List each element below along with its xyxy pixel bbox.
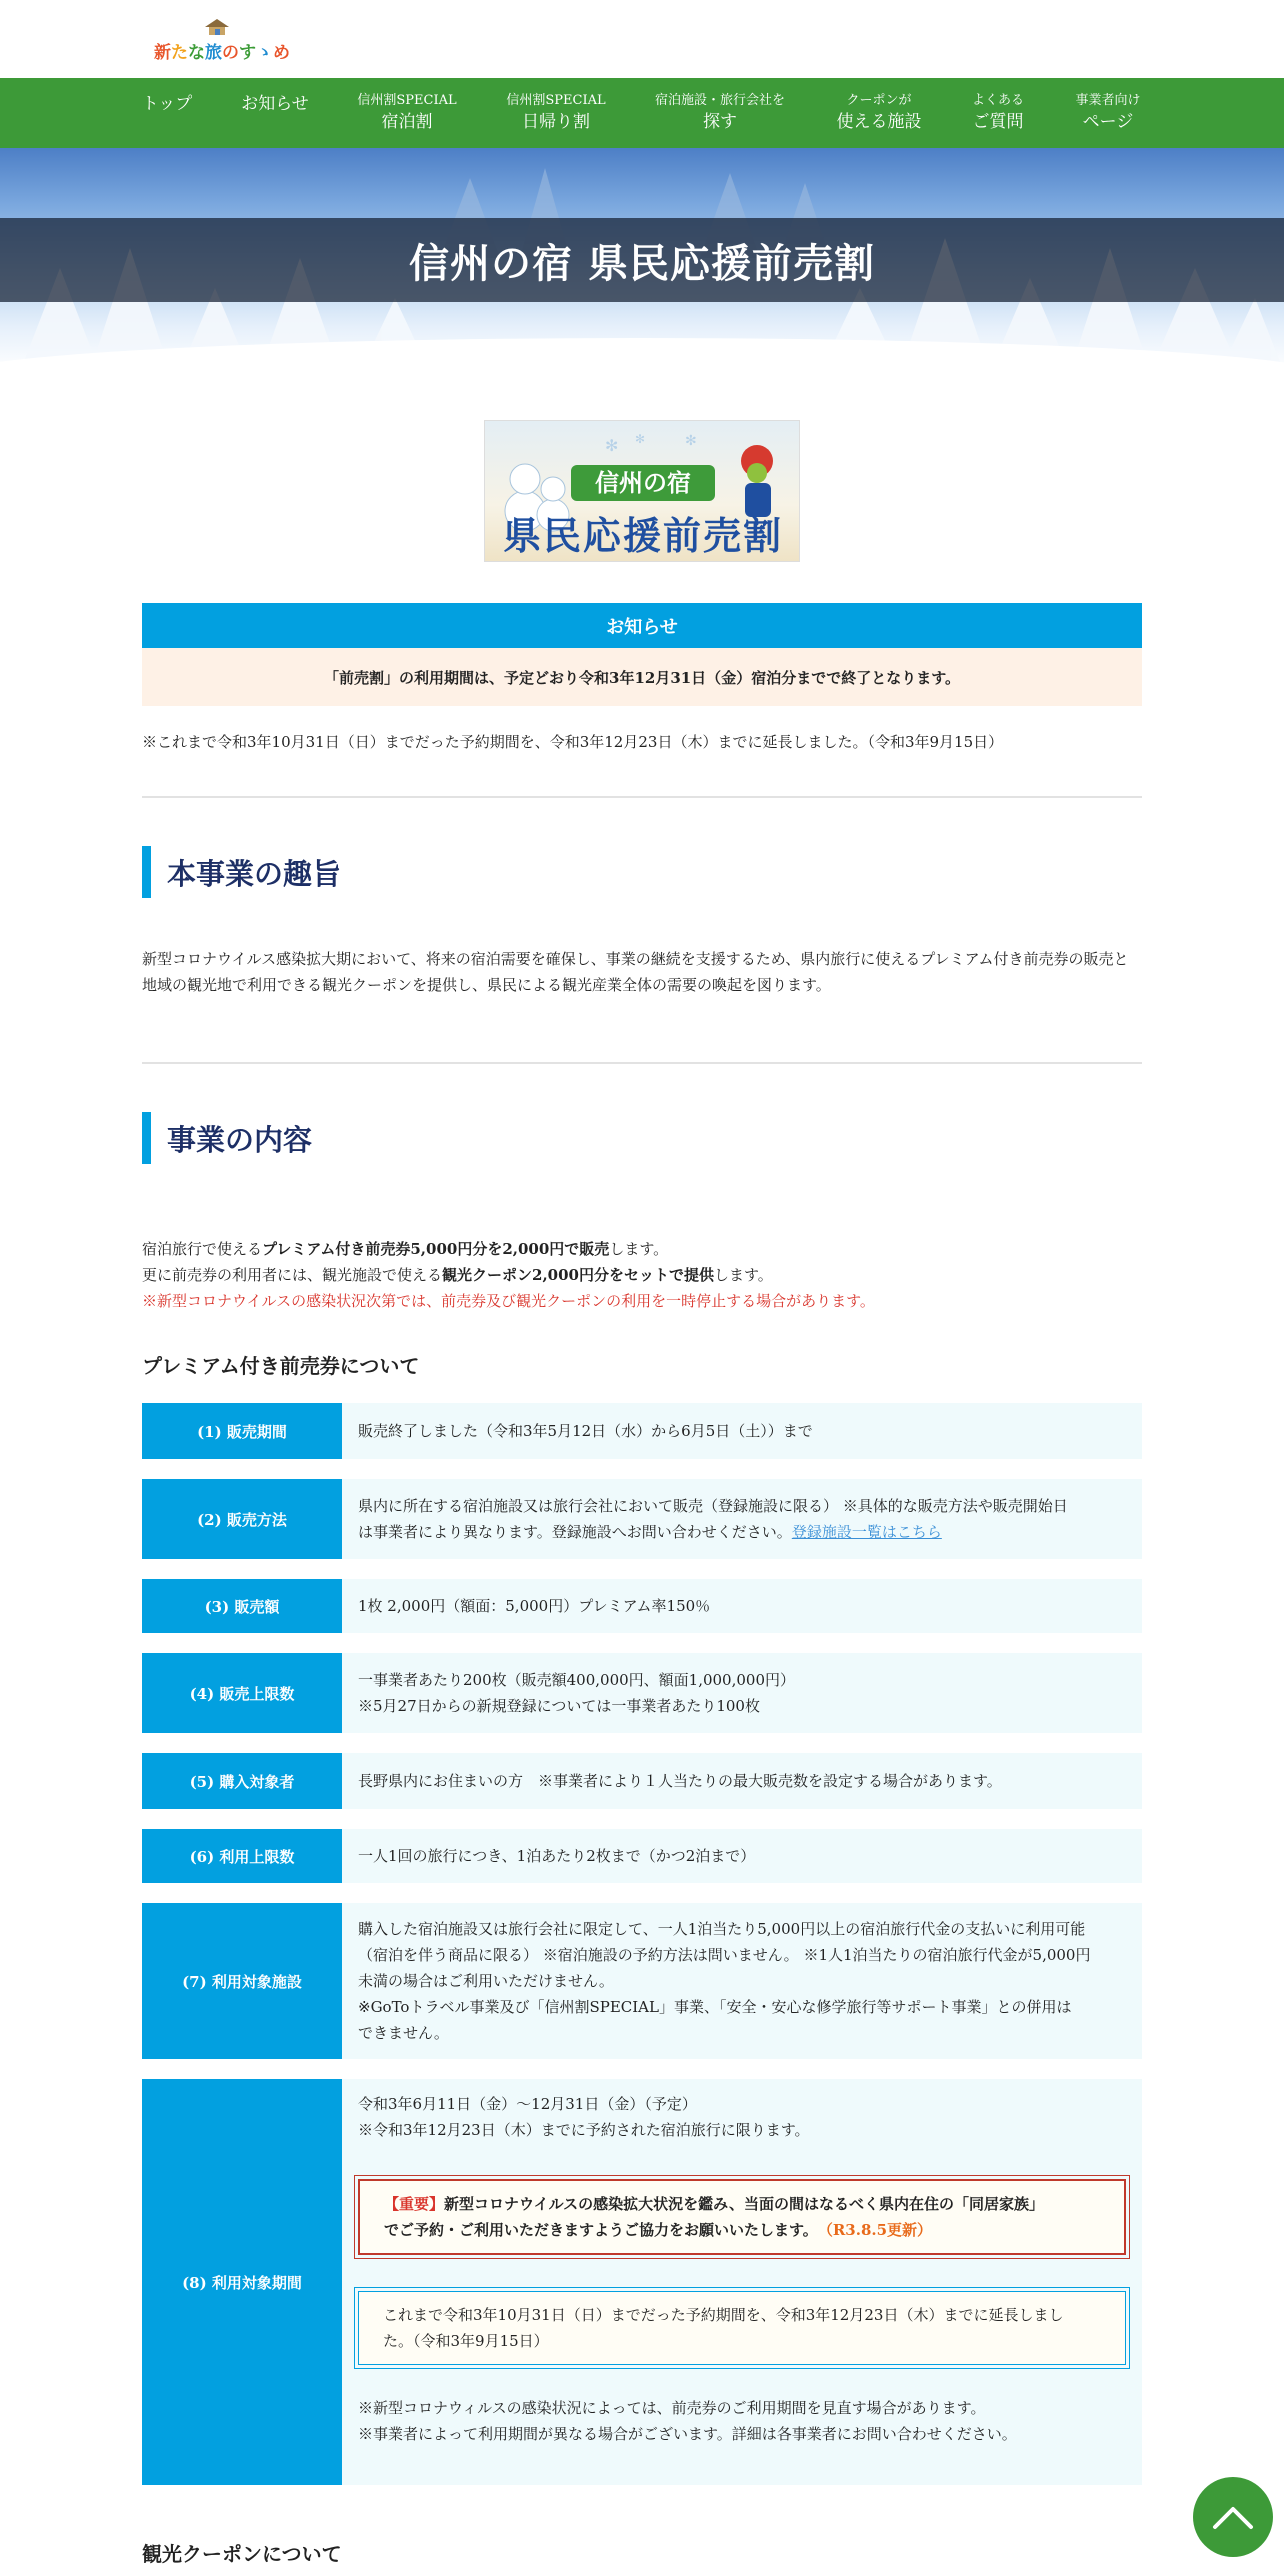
nav-item-daytrip-discount[interactable] bbox=[500, 78, 612, 148]
nav-item-coupon-facilities[interactable] bbox=[826, 78, 932, 148]
hero-title-band bbox=[0, 218, 1284, 302]
row-value: 令和3年6月11日（金）～12月31日（金）（予定） ※令和3年12月23日（木）までに予約された宿泊旅行に限ります。 【重要】新型コロナウイルスの感染拡大状況を鑑み、当面の間はなるべく県内在住の「同居家族」 でご予約・ご利用いただきますようご協力をお願いいたします。 （R3.8.5更新） これまで令和3年10月31日（日）までだった予約期間を、令和3年12月23日（木）までに延長しまし た。（令和3年9月15日） ※新型コロナウィルスの感染状況によっては、前売券のご利用期間を見直す場合があります。 ※事業者によって利用期間が異なる場合がございます。詳細は各事業者にお問い合わせください。 bbox=[342, 2079, 1142, 2485]
intro-line-1: 宿泊旅行で使えるプレミアム付き前売券5,000円分を2,000円で販売します。 bbox=[142, 1240, 669, 1258]
svg-text:✻: ✻ bbox=[635, 432, 646, 446]
nav-sublabel: 信州割SPECIAL bbox=[506, 93, 606, 108]
table-row bbox=[142, 1579, 1142, 1633]
divider bbox=[142, 796, 1142, 798]
purpose-text: 新型コロナウイルス感染拡大期において、将来の宿泊需要を確保し、事業の継続を支援するため、県内旅行に使えるプレミアム付き前売券の販売と地域の観光地で利用できる観光クーポンを提供し、県民による観光産業全体の需要の喚起を図ります。 bbox=[142, 950, 1129, 994]
nav-label: ページ bbox=[1082, 112, 1134, 132]
table-row bbox=[142, 1653, 1142, 1733]
intro-warning: ※新型コロナウイルスの感染状況次第では、前売券及び観光クーポンの利用を一時停止する場合があります。 bbox=[142, 1292, 875, 1310]
notice-heading: お知らせ bbox=[142, 603, 1142, 648]
row-value: 県内に所在する宿泊施設又は旅行会社において販売（登録施設に限る） ※具体的な販売方法や販売開始日 は事業者により異なります。登録施設へお問い合わせください。登録施設一覧はこちら bbox=[342, 1479, 1142, 1559]
table-row bbox=[142, 1829, 1142, 1883]
nav-label: ご質問 bbox=[972, 112, 1024, 132]
campaign-banner bbox=[484, 420, 800, 562]
row-value: 長野県内にお住まいの方 ※事業者により１人当たりの最大販売数を設定する場合があります。 bbox=[342, 1753, 1142, 1809]
nav-sublabel: よくある bbox=[971, 93, 1024, 108]
logo-text: 新たな旅のすゝめ bbox=[154, 43, 290, 63]
hero-banner bbox=[0, 148, 1284, 372]
nav-item-faq[interactable] bbox=[960, 78, 1036, 148]
back-to-top-button[interactable] bbox=[1193, 2477, 1273, 2557]
site-logo[interactable] bbox=[152, 18, 290, 63]
nav-label: お知らせ bbox=[241, 94, 309, 114]
nav-item-stay-discount[interactable] bbox=[352, 78, 462, 148]
banner-label-main: 県民応援前売割 bbox=[502, 514, 783, 558]
nav-item-top[interactable] bbox=[140, 78, 194, 148]
table-row bbox=[142, 1403, 1142, 1459]
nav-item-news[interactable] bbox=[240, 78, 310, 148]
row-value: 一人1回の旅行につき、1泊あたり2枚まで（かつ2泊まで） bbox=[342, 1829, 1142, 1883]
row-label: (1) 販売期間 bbox=[142, 1403, 342, 1459]
row-value: 販売終了しました（令和3年5月12日（水）から6月5日（土））まで bbox=[342, 1403, 1142, 1459]
nav-label: 宿泊割 bbox=[381, 112, 433, 132]
facility-list-link[interactable]: 登録施設一覧はこちら bbox=[791, 1523, 942, 1541]
row-label: (3) 販売額 bbox=[142, 1579, 342, 1633]
row-label: (4) 販売上限数 bbox=[142, 1653, 342, 1733]
nav-item-search-facilities[interactable] bbox=[650, 78, 790, 148]
nav-item-business[interactable] bbox=[1066, 78, 1150, 148]
row-label: (8) 利用対象期間 bbox=[142, 2079, 342, 2485]
extension-notice: ※これまで令和3年10月31日（日）までだった予約期間を、令和3年12月23日（木）までに延長しました。（令和3年9月15日） bbox=[142, 733, 1004, 751]
site-header bbox=[0, 0, 1284, 78]
row-value: 一事業者あたり200枚（販売額400,000円、額面1,000,000円） ※5月27日からの新規登録については一事業者あたり100枚 bbox=[342, 1653, 1142, 1733]
nav-label: トップ bbox=[141, 94, 193, 114]
nav-sublabel: クーポンが bbox=[846, 93, 912, 108]
content-intro bbox=[142, 1236, 1142, 1314]
nav-sublabel: 宿泊施設・旅行会社を bbox=[654, 93, 785, 108]
svg-text:✻: ✻ bbox=[685, 433, 697, 449]
banner-label-top: 信州の宿 bbox=[571, 465, 715, 501]
extension-notice-box: これまで令和3年10月31日（日）までだった予約期間を、令和3年12月23日（木）までに延長しまし た。（令和3年9月15日） bbox=[358, 2291, 1126, 2365]
section-heading-purpose: 本事業の趣旨 bbox=[142, 846, 341, 898]
row-value: 購入した宿泊施設又は旅行会社に限定して、一人1泊当たり5,000円以上の宿泊旅行代金の支払いに利用可能 （宿泊を伴う商品に限る） ※宿泊施設の予約方法は問いません。 ※1人1泊当たりの宿泊旅行代金が5,000円 未満の場合はご利用いただけません。 ※GoToトラベル事業及び「信州割SPECIAL」事業、「安全・安心な修学旅行等サポート事業」との併用は できません。 bbox=[342, 1903, 1142, 2059]
section-heading-content: 事業の内容 bbox=[142, 1112, 312, 1164]
table-row bbox=[142, 1753, 1142, 1809]
table-row bbox=[142, 1479, 1142, 1559]
notice-body: 「前売割」の利用期間は、予定どおり令和3年12月31日（金）宿泊分までで終了となります。 bbox=[142, 648, 1142, 706]
row-label: (6) 利用上限数 bbox=[142, 1829, 342, 1883]
svg-text:✻: ✻ bbox=[605, 436, 619, 455]
nav-label: 日帰り割 bbox=[522, 112, 590, 132]
intro-line-2: 更に前売券の利用者には、観光施設で使える観光クーポン2,000円分をセットで提供します。 bbox=[142, 1266, 773, 1284]
table-row bbox=[142, 2079, 1142, 2485]
row-label: (2) 販売方法 bbox=[142, 1479, 342, 1559]
nav-sublabel: 事業者向け bbox=[1075, 93, 1141, 108]
nav-label: 使える施設 bbox=[836, 112, 922, 132]
row-value: 1枚 2,000円（額面：5,000円）プレミアム率150％ bbox=[342, 1579, 1142, 1633]
row-label: (5) 購入対象者 bbox=[142, 1753, 342, 1809]
row-label: (7) 利用対象施設 bbox=[142, 1903, 342, 2059]
house-icon bbox=[204, 18, 230, 36]
chevron-up-icon bbox=[1211, 2503, 1255, 2531]
subheading-premium-ticket: プレミアム付き前売券について bbox=[142, 1354, 420, 1378]
main-nav bbox=[0, 78, 1284, 148]
nav-sublabel: 信州割SPECIAL bbox=[357, 93, 457, 108]
nav-label: 探す bbox=[703, 112, 737, 132]
subheading-coupon: 観光クーポンについて bbox=[142, 2542, 342, 2566]
page-title: 信州の宿 県民応援前売割 bbox=[409, 240, 875, 287]
table-row bbox=[142, 1903, 1142, 2059]
divider bbox=[142, 1062, 1142, 1064]
important-notice-box: 【重要】新型コロナウイルスの感染拡大状況を鑑み、当面の間はなるべく県内在住の「同居家族」 でご予約・ご利用いただきますようご協力をお願いいたします。 （R3.8.5更新） bbox=[358, 2179, 1126, 2255]
